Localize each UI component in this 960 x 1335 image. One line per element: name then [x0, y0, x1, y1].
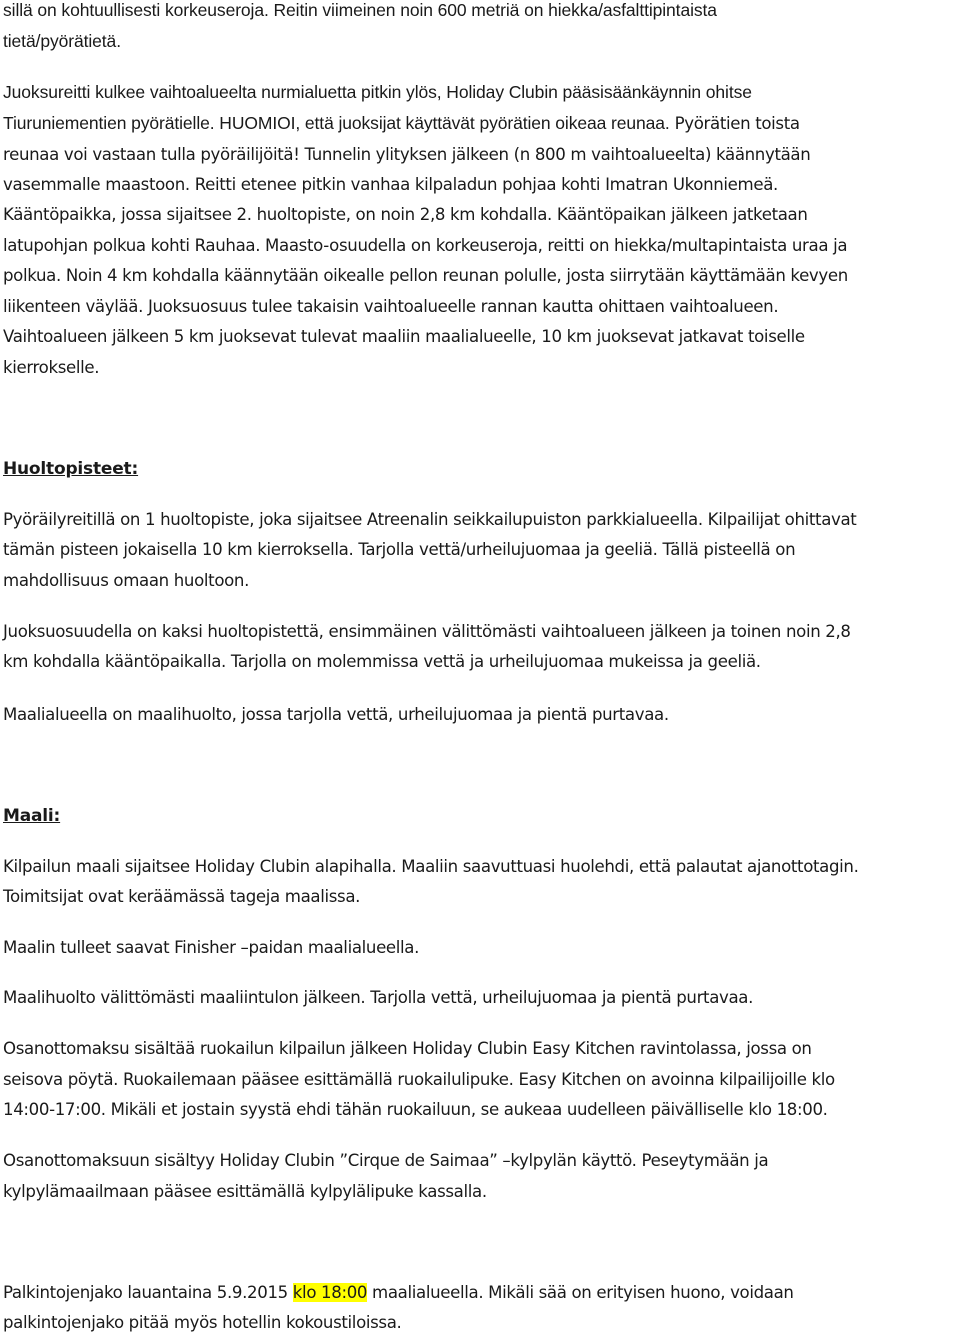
palkinto-text-start: Palkintojenjako lauantaina 5.9.2015	[3, 1283, 293, 1302]
route-line-4-tail: Pyörätien toista	[669, 114, 800, 133]
huolto-heading: Huoltopisteet:	[3, 459, 139, 479]
route-line-12: kierrokselle.	[3, 358, 100, 377]
route-line-5-text: reunaa voi vastaan tulla pyöräilijöitä!	[3, 145, 300, 164]
highlighted-time: klo 18:00	[292, 1283, 368, 1302]
route-line-10: liikenteen väylää. Juoksuosuus tulee takaisin vaihtoalueelle rannan kautta ohittaen vaihtoalueen.	[3, 297, 779, 316]
maali-p1-line-1: Kilpailun maali sijaitsee Holiday Clubin alapihalla. Maaliin saavuttuasi huolehdi, että palautat ajanottotagin.	[3, 857, 859, 876]
huolto-p1-line-3: mahdollisuus omaan huoltoon.	[3, 571, 250, 590]
maali-heading: Maali:	[3, 806, 61, 826]
palkinto-text-end: maalialueella. Mikäli sää on erityisen huono, voidaan	[367, 1283, 794, 1302]
route-line-8: latupohjan polkua kohti Rauhaa. Maasto-osuudella on korkeuseroja, reitti on hiekka/multapintaista uraa ja	[3, 236, 848, 255]
maali-p4-line-1: Osanottomaksu sisältää ruokailun kilpailun jälkeen Holiday Clubin Easy Kitchen ravintolassa, jossa on	[3, 1039, 812, 1058]
maali-p6-line-2: palkintojenjako pitää myös hotellin kokoustiloissa.	[3, 1313, 402, 1332]
huolto-p1-line-2: tämän pisteen jokaisella 10 km kierroksella. Tarjolla vettä/urheilujuomaa ja geeliä. Tällä pisteellä on	[3, 540, 796, 559]
maali-p4-line-3: 14:00-17:00. Mikäli et jostain syystä ehdi tähän ruokailuun, se aukeaa uudelleen päivälliselle klo 18:00.	[3, 1100, 828, 1119]
huolto-p1-line-1: Pyöräilyreitillä on 1 huoltopiste, joka sijaitsee Atreenalin seikkailupuiston parkkialueella. Kilpailijat ohittavat	[3, 510, 857, 529]
maali-p5-line-2: kylpylämaailmaan pääsee esittämällä kylpylälipuke kassalla.	[3, 1182, 487, 1201]
huolto-p2-line-1: Juoksuosuudella on kaksi huoltopistettä, ensimmäinen välittömästi vaihtoalueen jälkeen ja toinen noin 2,8	[3, 622, 851, 641]
maali-p6-line-1	[3, 1281, 794, 1305]
maali-p2-line-1: Maalin tulleet saavat Finisher –paidan maalialueella.	[3, 938, 420, 957]
route-line-11: Vaihtoalueen jälkeen 5 km juoksevat tulevat maaliin maalialueelle, 10 km juoksevat jatkavat toiselle	[3, 327, 805, 346]
huolto-p3-line-1: Maalialueella on maalihuolto, jossa tarjolla vettä, urheilujuomaa ja pientä purtavaa.	[3, 705, 669, 724]
route-line-3: Juoksureitti kulkee vaihtoalueelta nurmialuetta pitkin ylös, Holiday Clubin pääsisäänkäynnin ohitse	[3, 82, 752, 102]
route-line-4	[3, 111, 800, 135]
route-line-2: tietä/pyörätietä.	[3, 31, 121, 51]
maali-p5-line-1: Osanottomaksuun sisältyy Holiday Clubin ”Cirque de Saimaa” –kylpylän käyttö. Peseytymään ja	[3, 1151, 769, 1170]
maali-p4-line-2: seisova pöytä. Ruokailemaan pääsee esittämällä ruokailulipuke. Easy Kitchen on avoinna kilpailijoille klo	[3, 1070, 835, 1089]
huolto-p2-line-2: km kohdalla kääntöpaikalla. Tarjolla on molemmissa vettä ja urheilujuomaa mukeissa ja geeliä.	[3, 652, 761, 671]
route-line-6: vasemmalle maastoon. Reitti etenee pitkin vanhaa kilpaladun pohjaa kohti Imatran Ukonniemeä.	[3, 175, 778, 194]
route-line-1: sillä on kohtuullisesti korkeuseroja. Reitin viimeinen noin 600 metriä on hiekka/asfalttipintaista	[3, 0, 717, 20]
maali-p1-line-2: Toimitsijat ovat keräämässä tageja maalissa.	[3, 887, 361, 906]
route-line-4-text: Tiuruniementien pyörätielle. HUOMIOI, että juoksijat käyttävät pyörätien oikeaa reunaa.	[3, 113, 670, 133]
route-line-9: polkua. Noin 4 km kohdalla käännytään oikealle pellon reunan polulle, josta siirrytään käyttämään kevyen	[3, 266, 848, 285]
route-line-5-tail: Tunnelin ylityksen jälkeen (n 800 m vaihtoalueelta) käännytään	[299, 145, 811, 164]
route-line-5	[3, 142, 810, 166]
route-line-7: Kääntöpaikka, jossa sijaitsee 2. huoltopiste, on noin 2,8 km kohdalla. Kääntöpaikan jälkeen jatketaan	[3, 205, 808, 224]
maali-p3-line-1: Maalihuolto välittömästi maaliintulon jälkeen. Tarjolla vettä, urheilujuomaa ja pientä purtavaa.	[3, 988, 754, 1007]
